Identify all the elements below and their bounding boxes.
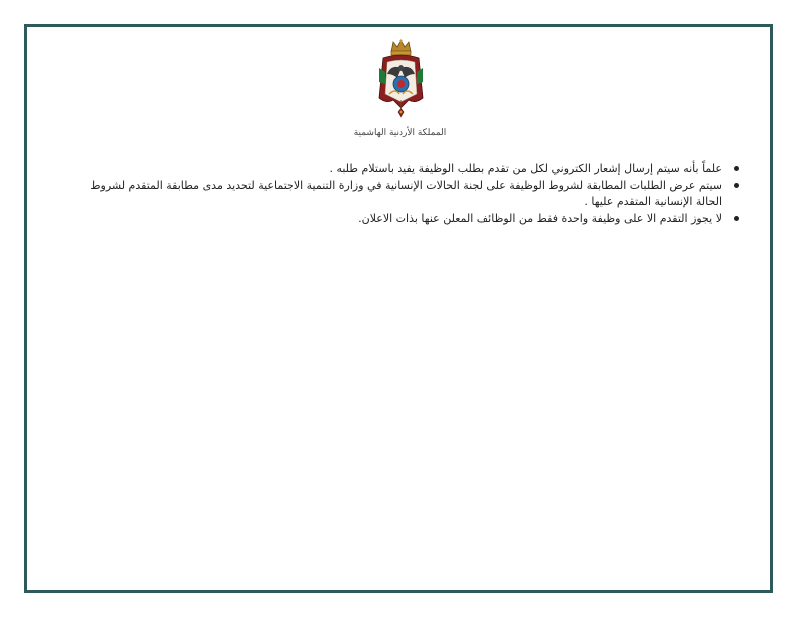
list-item-text: لا يجوز التقدم الا على وظيفة واحدة فقط من الوظائف المعلن عنها بذات الاعلان. <box>358 212 722 225</box>
list-item <box>75 178 722 210</box>
list-item-text: سيتم عرض الطلبات المطابقة لشروط الوظيفة على لجنة الحالات الإنسانية في وزارة التنمية الاجتماعية لتحديد مدى مطابقة المتقدم لشروط الحالة الإنسانية المتقدم عليها . <box>90 179 722 208</box>
bullet-icon <box>734 216 739 221</box>
bullet-icon <box>734 166 739 171</box>
list-item <box>75 211 722 227</box>
bullet-icon <box>734 183 739 188</box>
list-item-text: علماً بأنه سيتم إرسال إشعار الكتروني لكل من تقدم بطلب الوظيفة يفيد باستلام طلبه . <box>329 162 722 175</box>
emblem-caption: المملكة الأردنية الهاشمية <box>353 128 447 138</box>
notes-list <box>75 161 742 228</box>
jordan-royal-coat-of-arms-icon <box>375 38 427 120</box>
list-item <box>75 161 722 177</box>
